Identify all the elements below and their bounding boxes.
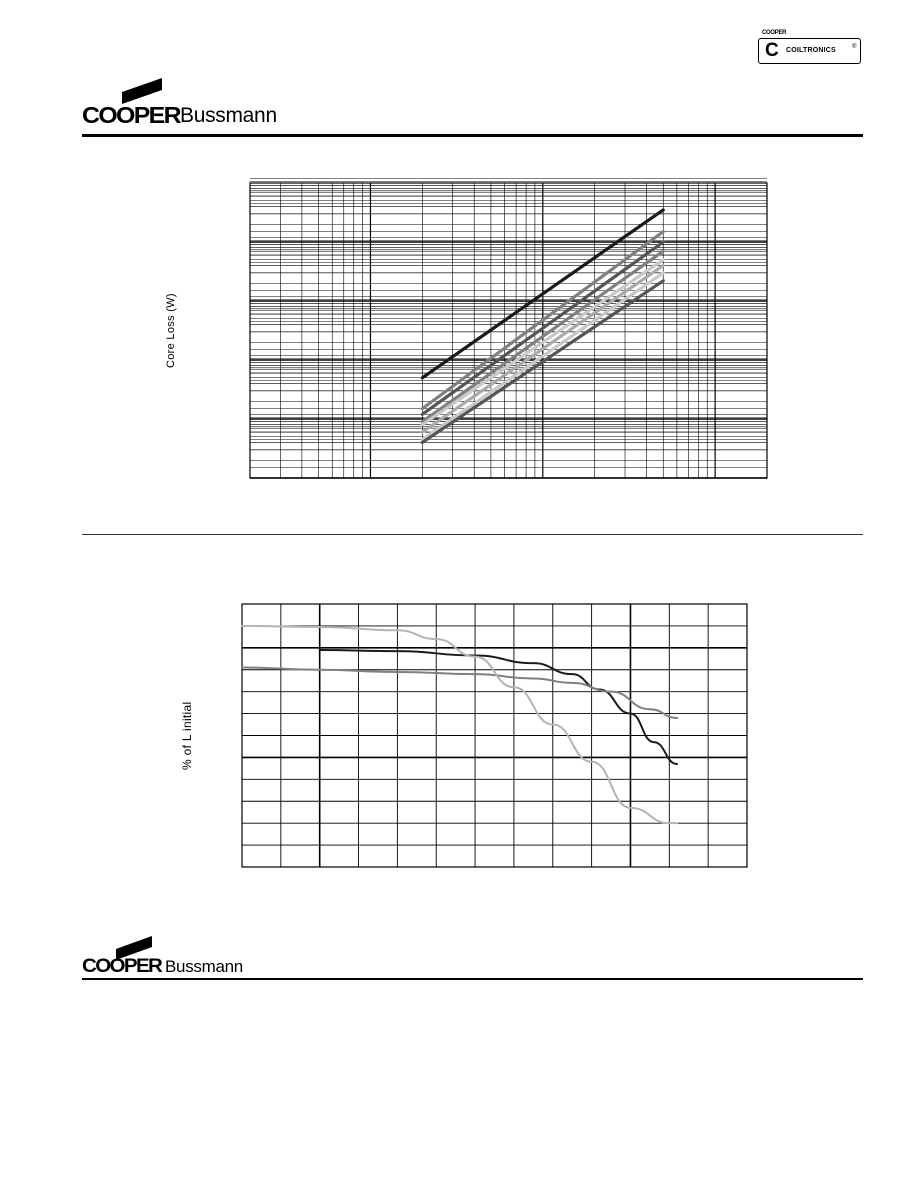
bussmann-wordmark: Bussmann [180,104,277,127]
header-rule [82,134,863,137]
series-curve-1 [320,650,677,764]
plot-frame [250,183,767,478]
chart1-y-axis-label: Core Loss (W) [165,293,177,368]
coiltronics-logo [755,22,863,67]
coiltronics-text: COILTRONICS [786,47,836,54]
inductance-chart [242,604,748,868]
footer-logo [82,936,282,978]
registered-mark: ® [852,44,857,50]
bussmann-wordmark: Bussmann [165,957,243,976]
c-mark-icon: C [765,40,779,61]
footer-rule [82,978,863,980]
cooper-wordmark: COOPER [82,102,180,128]
section-divider [82,534,863,535]
logo-box [758,38,861,64]
cooper-wordmark: COOPER [82,956,162,977]
header-logo [82,78,312,128]
series-curve-2 [242,668,677,718]
chart2-y-axis-label: % of L initial [180,701,194,770]
core-loss-chart [250,183,770,481]
cooper-logo-small: COOPER [762,30,787,36]
logo-flag-icon [122,78,162,104]
